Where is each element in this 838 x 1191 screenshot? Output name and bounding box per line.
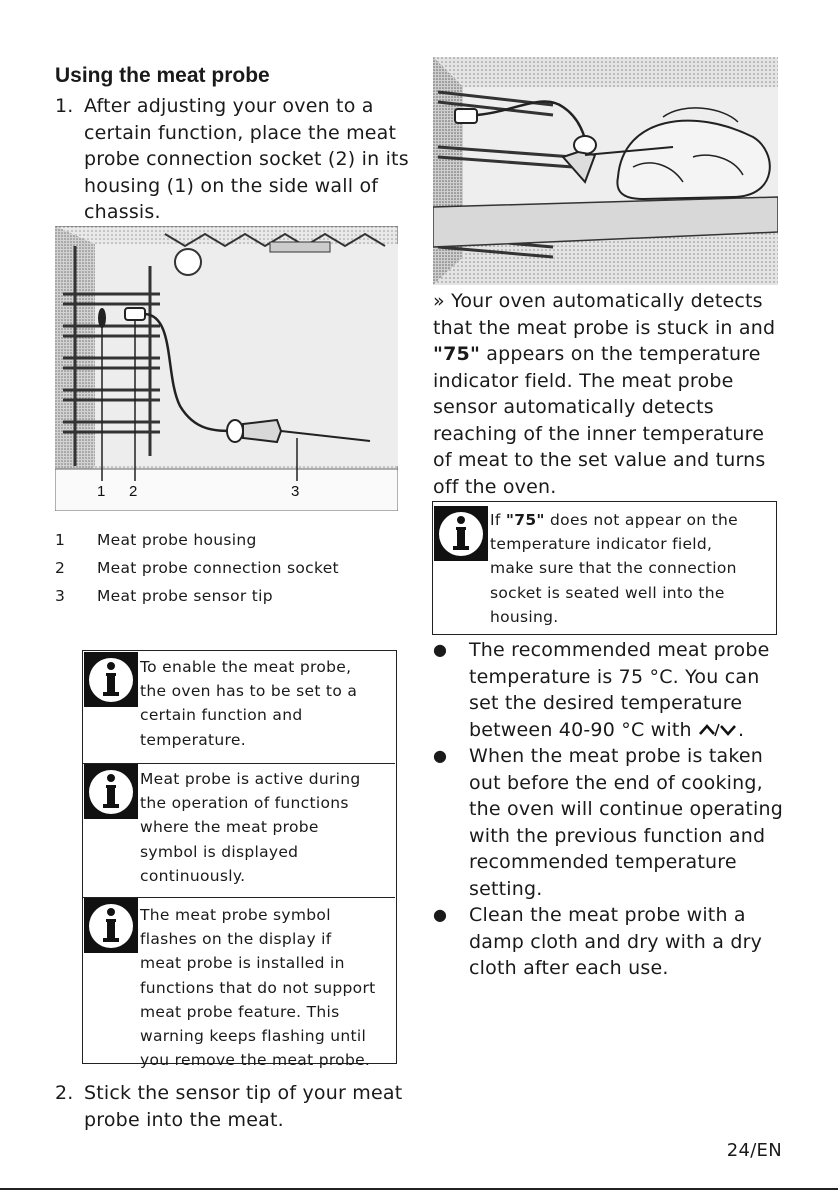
info-notes-group [82, 650, 397, 1070]
legend-text: Meat probe connection socket [97, 559, 339, 577]
bullet-line: temperature is 75 °C. You can [469, 665, 760, 688]
note-line: the operation of functions [140, 794, 349, 813]
bullet-line: setting. [469, 877, 543, 900]
note-line: continuously. [140, 866, 246, 885]
bullet-line: Clean the meat probe with a [469, 904, 746, 926]
result-line-text: appears on the temperature [486, 343, 761, 365]
bullet-line: When the meat probe is taken [469, 745, 763, 767]
note-line: Meat probe is active during [140, 770, 361, 788]
result-line: that the meat probe is stuck in and [433, 316, 776, 339]
bullet-dot: ● [433, 640, 448, 659]
note-line: meat probe feature. This [140, 1002, 340, 1021]
legend-number: 3 [55, 587, 66, 605]
step-1 [55, 93, 415, 226]
meat-probe-in-chicken-illustration [433, 57, 778, 285]
note-line: socket is seated well into the [490, 583, 725, 602]
note-line: symbol is displayed [140, 842, 299, 861]
temperature-value: "75" [433, 343, 481, 365]
note-line: certain function and [140, 706, 303, 725]
note-line [490, 508, 738, 532]
note-line: make sure that the connection [490, 559, 737, 578]
callout-2: 2 [129, 483, 138, 500]
step-line: certain function, place the meat [84, 121, 397, 144]
bullet-line: the oven will continue operating [469, 798, 783, 820]
result-line: indicator field. The meat probe [433, 369, 734, 392]
bullet-line: set the desired temperature [469, 692, 743, 714]
note-line: temperature. [140, 730, 246, 749]
section-heading: Using the meat probe [55, 64, 270, 87]
note-line: temperature indicator field, [490, 535, 713, 554]
result-line: of meat to the set value and turns [433, 449, 766, 471]
bullet-line: recommended temperature [469, 851, 737, 873]
step-line: housing (1) on the side wall of [84, 174, 379, 197]
result-line: reaching of the inner temperature [433, 422, 765, 445]
bullet-dot: ● [433, 746, 448, 765]
step-line: After adjusting your oven to a [84, 95, 374, 117]
info-icon [434, 506, 488, 561]
result-line [433, 341, 793, 368]
step-line: probe connection socket (2) in its [84, 148, 409, 170]
note-line: warning keeps flashing until [140, 1027, 367, 1046]
legend-number: 1 [55, 531, 66, 549]
note-line: The meat probe symbol [140, 906, 331, 924]
bullet-line: out before the end of cooking, [469, 771, 763, 794]
info-note-right [432, 501, 777, 635]
bullet-dot: ● [433, 905, 448, 924]
bullet-line [469, 717, 770, 744]
note-line: meat probe is installed in [140, 954, 345, 973]
up-down-arrows-icon [698, 722, 738, 738]
info-icon [84, 764, 138, 819]
info-icon [84, 898, 138, 953]
step-2 [55, 1080, 415, 1133]
callout-3: 3 [291, 483, 300, 500]
bullet-line: with the previous function and [469, 824, 766, 847]
meat-probe-figure [433, 57, 778, 285]
figure-legend [55, 531, 395, 621]
info-note [83, 763, 395, 898]
legend-text: Meat probe housing [97, 531, 257, 549]
legend-text: Meat probe sensor tip [97, 587, 273, 605]
page-number: 24/EN [726, 1140, 782, 1161]
bullet-line: The recommended meat probe [469, 639, 770, 661]
bullet-line: damp cloth and dry with a dry [469, 930, 763, 953]
step-line: probe into the meat. [84, 1108, 284, 1131]
note-line: you remove the meat probe. [140, 1051, 371, 1070]
bottom-rule [0, 1188, 838, 1190]
result-line: » Your oven automatically detects [433, 290, 763, 312]
info-icon [84, 652, 138, 707]
result-line: off the oven. [433, 475, 557, 498]
note-line: where the meat probe [140, 818, 319, 837]
bullet-line-text: between 40-90 °C with [469, 718, 692, 741]
note-line: the oven has to be set to a [140, 682, 358, 701]
callout-1: 1 [97, 483, 106, 500]
oven-probe-figure [55, 226, 398, 511]
note-line: housing. [490, 607, 559, 626]
temperature-value: "75" [505, 511, 545, 529]
info-note [83, 651, 395, 764]
step-number: 2. [55, 1082, 74, 1104]
result-paragraph [433, 288, 793, 500]
step-number: 1. [55, 95, 74, 117]
note-line: flashes on the display if [140, 930, 332, 949]
bullet-line: cloth after each use. [469, 957, 669, 979]
bullet-list [433, 637, 793, 997]
legend-number: 2 [55, 559, 66, 577]
step-line: chassis. [84, 201, 161, 223]
bullet-suffix: . [738, 718, 745, 741]
oven-interior-illustration [55, 226, 398, 511]
note-text: does not appear on the [550, 511, 738, 529]
info-note [83, 897, 395, 1070]
result-line: sensor automatically detects [433, 396, 714, 418]
note-line: functions that do not support [140, 978, 376, 997]
note-prefix: If [490, 511, 501, 529]
step-line: Stick the sensor tip of your meat [84, 1082, 403, 1104]
note-line: To enable the meat probe, [140, 658, 352, 676]
